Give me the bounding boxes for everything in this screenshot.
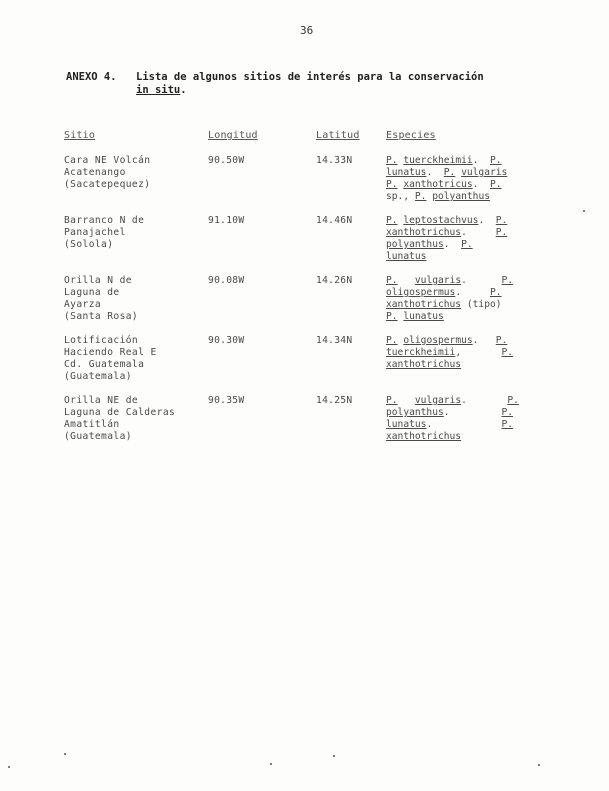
species-name: vulgaris <box>414 275 462 286</box>
species-name: P. <box>386 311 398 322</box>
cell-longitud: 90.30W <box>208 335 245 346</box>
species-name: P. <box>501 347 514 358</box>
page-number: 36 <box>300 24 314 37</box>
especies-line <box>386 407 536 419</box>
species-separator: . <box>455 287 490 298</box>
sitio-line: (Solola) <box>64 239 114 250</box>
sitio-line: (Santa Rosa) <box>64 311 139 322</box>
sitio-line: Haciendo Real E <box>64 347 157 358</box>
species-name: P. <box>495 215 508 226</box>
species-name: lunatus <box>386 167 427 178</box>
sitio-line: Laguna de Calderas <box>64 407 176 418</box>
scan-speck <box>64 753 66 755</box>
species-separator: (tipo) <box>461 299 502 310</box>
species-name: P. <box>461 239 473 250</box>
especies-line <box>386 419 536 431</box>
cell-sitio <box>64 155 204 191</box>
especies-line <box>386 275 536 287</box>
especies-line <box>386 395 536 407</box>
especies-line <box>386 239 536 251</box>
sitio-line: (Guatemala) <box>64 371 132 382</box>
cell-latitud: 14.26N <box>316 275 353 286</box>
especies-line <box>386 251 536 263</box>
cell-latitud: 14.25N <box>316 395 353 406</box>
header-sitio: Sitio <box>64 130 96 141</box>
species-name: xanthotrichus <box>386 359 462 370</box>
cell-especies <box>386 335 536 371</box>
sitio-line: Cd. Guatemala <box>64 359 145 370</box>
sitio-line: (Guatemala) <box>64 431 132 442</box>
species-name: P. <box>501 275 514 286</box>
especies-line <box>386 155 536 167</box>
species-name: polyanthus <box>386 407 444 418</box>
species-name: P. <box>507 395 519 406</box>
species-name: P. <box>495 227 508 238</box>
scan-speck <box>583 210 585 212</box>
species-name: P. <box>501 419 514 430</box>
especies-line <box>386 299 536 311</box>
sitio-line: Acatenango <box>64 167 126 178</box>
species-name: polyanthus <box>432 191 490 202</box>
cell-especies <box>386 395 536 443</box>
species-name: P. <box>386 215 398 226</box>
cell-longitud: 90.08W <box>208 275 245 286</box>
species-name: P. <box>443 167 456 178</box>
annex-title-in-situ: in situ <box>136 84 181 96</box>
especies-line <box>386 215 536 227</box>
species-separator: . <box>461 275 502 286</box>
cell-sitio <box>64 335 204 383</box>
species-name: P. <box>489 179 502 190</box>
cell-especies <box>386 215 536 263</box>
species-name: P. <box>386 395 398 406</box>
especies-line <box>386 335 536 347</box>
sitio-line: Orilla NE de <box>64 395 139 406</box>
especies-line <box>386 287 536 299</box>
cell-sitio <box>64 395 204 443</box>
species-name: xanthotrichus <box>386 227 462 238</box>
header-longitud: Longitud <box>208 130 258 141</box>
header-latitud: Latitud <box>316 130 360 141</box>
annex-title-period: . <box>180 84 187 96</box>
species-name: vulgaris <box>461 167 508 178</box>
species-name: P. <box>414 191 427 202</box>
species-name: P. <box>489 155 502 166</box>
annex-heading <box>66 71 484 97</box>
species-separator: . <box>443 407 502 418</box>
especies-line <box>386 167 536 179</box>
species-name: oligospermus <box>386 287 456 298</box>
cell-especies <box>386 275 536 323</box>
annex-label: ANEXO 4. <box>66 71 117 83</box>
species-name: P. <box>386 335 398 346</box>
species-name: P. <box>386 275 398 286</box>
species-name: xanthotrichus <box>386 431 462 442</box>
species-separator: . <box>472 179 490 190</box>
sitio-line: (Sacatepequez) <box>64 179 151 190</box>
cell-latitud: 14.33N <box>316 155 353 166</box>
species-separator <box>398 395 415 406</box>
species-separator: . <box>461 395 508 406</box>
species-name: oligospermus <box>403 335 473 346</box>
especies-line <box>386 311 536 323</box>
especies-line <box>386 227 536 239</box>
species-name: polyanthus <box>386 239 444 250</box>
cell-sitio <box>64 275 204 323</box>
species-name: P. <box>495 335 508 346</box>
header-especies: Especies <box>386 130 436 141</box>
species-name: lunatus <box>386 251 427 262</box>
species-name: lunatus <box>386 419 427 430</box>
scan-speck <box>270 763 272 765</box>
species-name: tuerckheimii <box>403 155 473 166</box>
cell-especies <box>386 155 536 203</box>
sitio-line: Lotificación <box>64 335 139 346</box>
species-name: vulgaris <box>414 395 462 406</box>
especies-line <box>386 179 536 191</box>
species-separator <box>398 275 415 286</box>
cell-longitud: 90.50W <box>208 155 245 166</box>
species-name: P. <box>489 287 502 298</box>
species-separator: , <box>455 347 502 358</box>
species-name: tuerckheimii <box>386 347 456 358</box>
species-separator: . <box>461 227 496 238</box>
sitio-line: Laguna de <box>64 287 120 298</box>
species-name: xanthotricus <box>403 179 473 190</box>
especies-line <box>386 359 536 371</box>
cell-sitio <box>64 215 204 251</box>
sitio-line: Orilla N de <box>64 275 132 286</box>
scan-speck <box>538 764 540 766</box>
sitio-line: Barranco N de <box>64 215 145 226</box>
species-separator: . <box>472 155 490 166</box>
species-separator: . <box>426 419 502 430</box>
species-name: P. <box>386 179 398 190</box>
species-name: xanthotrichus <box>386 299 462 310</box>
cell-latitud: 14.34N <box>316 335 353 346</box>
species-name: P. <box>386 155 398 166</box>
scan-speck <box>8 766 10 768</box>
cell-longitud: 91.10W <box>208 215 245 226</box>
sitio-line: Panajachel <box>64 227 126 238</box>
species-name: leptostachvus <box>403 215 479 226</box>
species-separator: . <box>426 167 444 178</box>
sitio-line: Amatitlán <box>64 419 120 430</box>
scan-speck <box>333 755 335 757</box>
species-name: lunatus <box>403 311 444 322</box>
species-separator: . <box>478 215 496 226</box>
annex-title-line1: Lista de algunos sitios de interés para la conservación <box>136 71 484 83</box>
sitio-line: Cara NE Volcán <box>64 155 151 166</box>
especies-line <box>386 431 536 443</box>
sitio-line: Ayarza <box>64 299 102 310</box>
especies-line <box>386 347 536 359</box>
cell-longitud: 90.35W <box>208 395 245 406</box>
cell-latitud: 14.46N <box>316 215 353 226</box>
species-separator: . <box>443 239 462 250</box>
species-separator: . <box>472 335 496 346</box>
especies-line <box>386 191 536 203</box>
species-separator: sp., <box>386 191 415 202</box>
species-name: P. <box>501 407 514 418</box>
